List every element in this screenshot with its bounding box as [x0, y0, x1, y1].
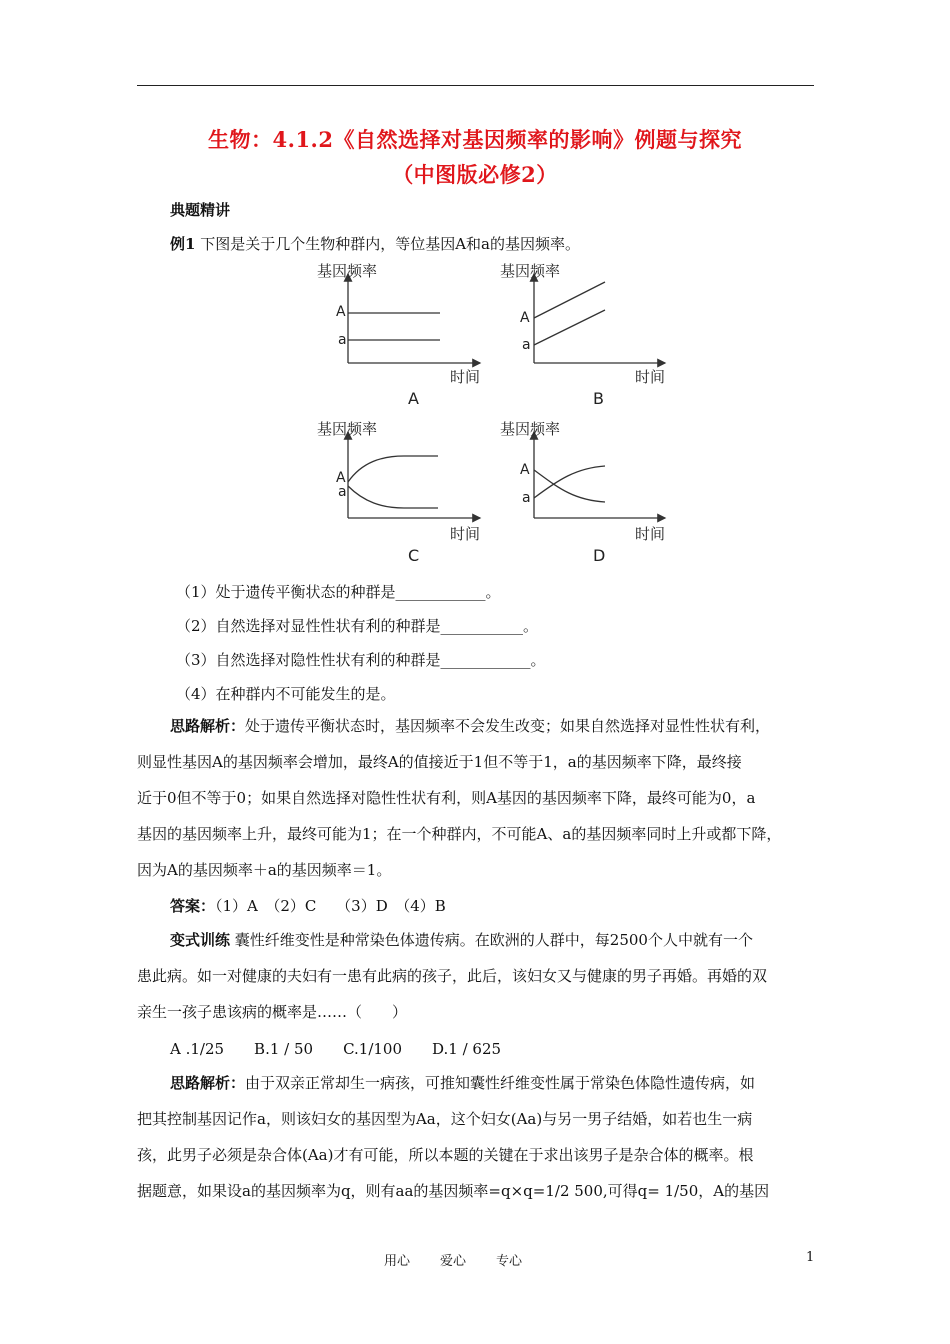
question-3: （3）自然选择对隐性性状有利的种群是____________。: [176, 651, 546, 669]
panel-d-label-a: a: [522, 490, 531, 506]
variant-text-1: 囊性纤维变性是种常染色体遗传病。在欧洲的人群中，每2500个人中就有一个: [234, 931, 753, 949]
panel-b-label-A: A: [520, 310, 530, 326]
header-rule: [137, 85, 814, 86]
panel-a-x-label: 时间: [450, 368, 481, 386]
panel-b-label-a: a: [522, 337, 531, 353]
variant-options: A .1/25 B.1 / 50 C.1/100 D.1 / 625: [170, 1040, 502, 1058]
panel-a-label-a: a: [338, 332, 347, 348]
analysis2-line-4: 据题意，如果设a的基因频率为q，则有aa的基因频率=q×q=1/2 500,可得q= 1/50，A的基因: [137, 1182, 770, 1200]
example1-label: 例1: [170, 235, 196, 253]
question-1: （1）处于遗传平衡状态的种群是____________。: [176, 583, 501, 601]
panel-c-curve-a: [348, 486, 438, 508]
panel-a-y-label: 基因频率: [317, 262, 378, 280]
footer-motto: [384, 1250, 522, 1269]
panel-c-curve-A: [348, 456, 438, 482]
analysis1-label: 思路解析：: [170, 717, 246, 735]
analysis1-line-2: 则显性基因A的基因频率会增加，最终A的值接近于1但不等于1，a的基因频率下降，最终接: [137, 753, 742, 771]
allele-frequency-figure: [300, 258, 680, 568]
analysis2-line-3: 孩，此男子必须是杂合体(Aa)才有可能，所以本题的关键在于求出该男子是杂合体的概率。根: [137, 1146, 754, 1164]
panel-a: [317, 262, 480, 408]
panel-d: [500, 420, 665, 565]
panel-d-caption: D: [593, 546, 606, 565]
analysis2-line-2: 把其控制基因记作a，则该妇女的基因型为Aa，这个妇女(Aa)与另一男子结婚，如若也生一病: [137, 1110, 753, 1128]
answer-line: [170, 896, 850, 916]
analysis2-label: 思路解析：: [170, 1074, 246, 1092]
panel-a-caption: A: [408, 389, 419, 408]
analysis1-line-3: 近于0但不等于0；如果自然选择对隐性性状有利，则A基因的基因频率下降，最终可能为0，a: [137, 789, 756, 807]
analysis1-line-1: [170, 716, 850, 736]
footer-item-1: 用心: [384, 1254, 411, 1269]
footer-item-2: 爱心: [440, 1254, 467, 1269]
panel-b-curve-A: [534, 282, 605, 318]
analysis1-text-1: 处于遗传平衡状态时，基因频率不会发生改变；如果自然选择对显性性状有利，: [245, 717, 771, 735]
question-2: （2）自然选择对显性性状有利的种群是___________。: [176, 617, 539, 635]
variant-line-1: [170, 930, 850, 950]
panel-b-caption: B: [593, 389, 604, 408]
analysis2-text-1: 由于双亲正常却生一病孩，可推知囊性纤维变性属于常染色体隐性遗传病，如: [245, 1074, 756, 1092]
question-4: （4）在种群内不可能发生的是。: [176, 685, 396, 703]
analysis1-line-5: 因为A的基因频率＋a的基因频率＝1。: [137, 861, 392, 879]
analysis2-line-1: [170, 1073, 850, 1093]
section-heading: 典题精讲: [170, 201, 231, 219]
example1-text: 下图是关于几个生物种群内，等位基因A和a的基因频率。: [200, 235, 580, 253]
answer-text: （1）A （2）C （3）D （4）B: [215, 897, 446, 915]
panel-d-label-A: A: [520, 462, 530, 478]
variant-line-3: 亲生一孩子患该病的概率是……（ ）: [137, 1003, 408, 1021]
analysis1-line-4: 基因的基因频率上升，最终可能为1；在一个种群内，不可能A、a的基因频率同时上升或都下降，: [137, 825, 782, 843]
panel-b-curve-a: [534, 310, 605, 345]
panel-c-caption: C: [408, 546, 420, 565]
example1-line: [170, 234, 850, 254]
panel-a-label-A: A: [336, 304, 346, 320]
panel-b: [500, 262, 665, 408]
panel-c-label-A: A: [336, 470, 346, 486]
panel-c-label-a: a: [338, 484, 347, 500]
variant-line-2: 患此病。如一对健康的夫妇有一患有此病的孩子，此后，该妇女又与健康的男子再婚。再婚的双: [137, 967, 768, 985]
page-title: 生物：4.1.2《自然选择对基因频率的影响》例题与探究: [208, 127, 742, 152]
panel-b-x-label: 时间: [635, 368, 666, 386]
variant-label: 变式训练: [170, 931, 231, 949]
footer-item-3: 专心: [496, 1254, 523, 1269]
panel-c-y-label: 基因频率: [317, 420, 378, 438]
panel-d-x-label: 时间: [635, 525, 666, 543]
answer-label: 答案：: [170, 897, 216, 915]
panel-c: [317, 420, 480, 565]
panel-c-x-label: 时间: [450, 525, 481, 543]
panel-d-y-label: 基因频率: [500, 420, 561, 438]
panel-b-y-label: 基因频率: [500, 262, 561, 280]
page-number: 1: [806, 1250, 815, 1265]
page-subtitle: （中图版必修2）: [392, 162, 558, 187]
